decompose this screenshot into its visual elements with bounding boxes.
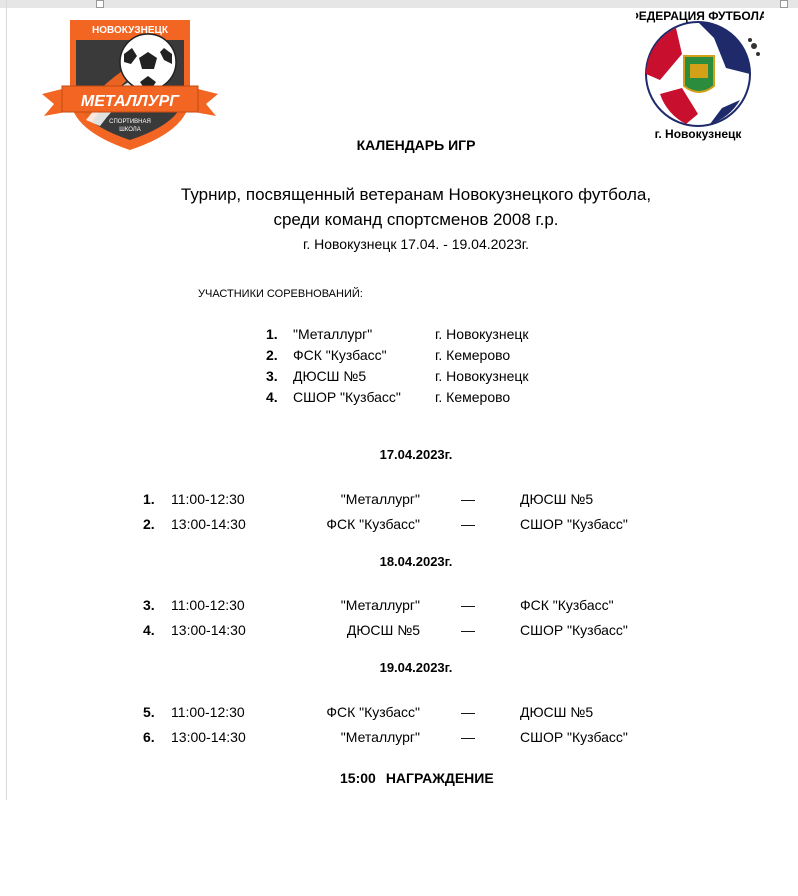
match-away-team: СШОР "Кузбасс" xyxy=(520,729,628,745)
participant-city: г. Кемерово xyxy=(435,347,511,363)
document-title: КАЛЕНДАРЬ ИГР xyxy=(356,137,476,153)
match-row xyxy=(0,622,798,642)
match-away-team: СШОР "Кузбасс" xyxy=(520,516,628,532)
match-dash: — xyxy=(461,597,475,613)
participant-team: ФСК "Кузбасс" xyxy=(293,347,387,363)
award-ceremony xyxy=(340,770,504,786)
participant-team: СШОР "Кузбасс" xyxy=(293,389,401,405)
tournament-location-dates: г. Новокузнецк 17.04. - 19.04.2023г. xyxy=(302,236,530,252)
participant-number: 2. xyxy=(266,347,278,363)
match-day-date: 18.04.2023г. xyxy=(379,554,453,569)
participant-city: г. Новокузнецк xyxy=(435,368,529,384)
match-row xyxy=(0,704,798,724)
match-home-team: "Металлург" xyxy=(340,491,420,507)
match-time: 13:00-14:30 xyxy=(171,516,246,532)
match-away-team: ДЮСШ №5 xyxy=(520,704,594,720)
match-time: 11:00-12:30 xyxy=(171,491,245,507)
participant-row xyxy=(0,389,798,409)
metallurg-logo xyxy=(40,18,220,154)
federation-city-text: г. Новокузнецк xyxy=(654,127,742,141)
match-dash: — xyxy=(461,491,475,507)
match-number: 2. xyxy=(143,516,155,532)
match-home-team: ФСК "Кузбасс" xyxy=(326,704,420,720)
match-dash: — xyxy=(461,729,475,745)
text-boundary-marker xyxy=(780,0,788,8)
match-number: 6. xyxy=(143,729,155,745)
match-home-team: ФСК "Кузбасс" xyxy=(326,516,420,532)
logo-sub-text-2: ШКОЛА xyxy=(119,127,141,133)
match-dash: — xyxy=(461,516,475,532)
participant-city: г. Кемерово xyxy=(435,389,511,405)
award-label: НАГРАЖДЕНИЕ xyxy=(385,770,494,786)
participants-label: УЧАСТНИКИ СОРЕВНОВАНИЙ: xyxy=(198,288,363,300)
participant-row xyxy=(0,347,798,367)
logo-name-text: МЕТАЛЛУРГ xyxy=(80,93,180,110)
logo-sub-text-1: СПОРТИВНАЯ xyxy=(109,119,151,125)
award-time: 15:00 xyxy=(340,770,376,786)
tournament-subtitle-line1: Турнир, посвященный ветеранам Новокузнецкого футбола, xyxy=(180,185,652,204)
federation-logo xyxy=(636,4,764,144)
tournament-subtitle-line2: среди команд спортсменов 2008 г.р. xyxy=(273,210,559,229)
match-number: 1. xyxy=(143,491,155,507)
federation-title-text: ФЕДЕРАЦИЯ ФУТБОЛА xyxy=(636,9,764,23)
match-time: 11:00-12:30 xyxy=(171,704,245,720)
match-day-date: 17.04.2023г. xyxy=(379,447,453,462)
participant-team: "Металлург" xyxy=(293,326,373,342)
match-dash: — xyxy=(461,622,475,638)
participant-team: ДЮСШ №5 xyxy=(293,368,367,384)
match-home-team: "Металлург" xyxy=(340,597,420,613)
match-time: 13:00-14:30 xyxy=(171,622,246,638)
match-away-team: СШОР "Кузбасс" xyxy=(520,622,628,638)
match-row xyxy=(0,491,798,511)
match-number: 5. xyxy=(143,704,155,720)
match-time: 13:00-14:30 xyxy=(171,729,246,745)
participant-number: 3. xyxy=(266,368,278,384)
match-row xyxy=(0,597,798,617)
match-away-team: ДЮСШ №5 xyxy=(520,491,594,507)
match-time: 11:00-12:30 xyxy=(171,597,245,613)
participant-row xyxy=(0,326,798,346)
match-away-team: ФСК "Кузбасс" xyxy=(520,597,614,613)
text-boundary-marker xyxy=(96,0,104,8)
match-day-date: 19.04.2023г. xyxy=(379,660,453,675)
match-home-team: ДЮСШ №5 xyxy=(346,622,420,638)
participant-number: 4. xyxy=(266,389,278,405)
match-home-team: "Металлург" xyxy=(340,729,420,745)
match-number: 4. xyxy=(143,622,155,638)
participant-number: 1. xyxy=(266,326,278,342)
participant-city: г. Новокузнецк xyxy=(435,326,529,342)
match-dash: — xyxy=(461,704,475,720)
match-row xyxy=(0,729,798,749)
match-number: 3. xyxy=(143,597,155,613)
logo-city-text: НОВОКУЗНЕЦК xyxy=(92,25,168,36)
match-row xyxy=(0,516,798,536)
participant-row xyxy=(0,368,798,388)
